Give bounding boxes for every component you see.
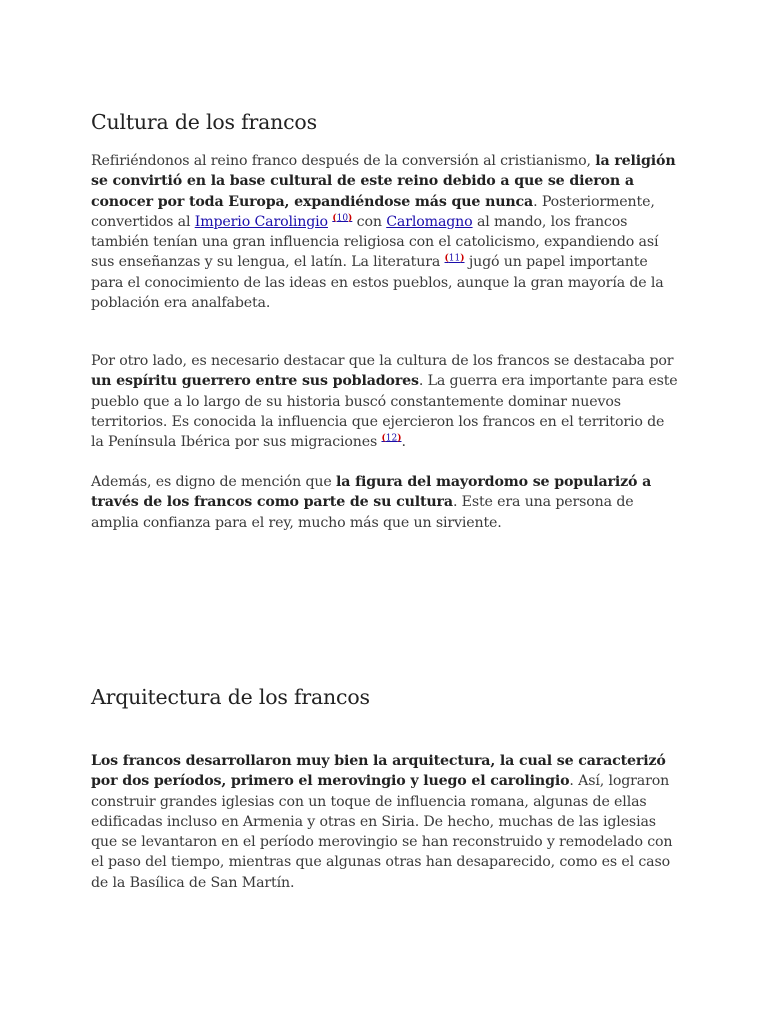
paragraph-cultura-3	[91, 472, 679, 533]
text-run: Por otro lado, es necesario destacar que la cultura de los francos se destacaba por	[91, 353, 674, 369]
citation-open-paren: (	[381, 433, 386, 444]
citation-close-paren: )	[460, 253, 465, 264]
bold-text: la figura del mayordomo se popularizó a través de los francos como parte de su cultura	[91, 474, 652, 511]
citation-open-paren: (	[332, 213, 337, 224]
paragraph-cultura-1	[91, 151, 679, 313]
bold-text: un espíritu guerrero entre sus pobladores	[91, 373, 419, 390]
citation-number: 10	[336, 213, 349, 224]
text-run: jugó un papel importante para el conocimiento de las ideas en estos pueblos, aunque la gran mayoría de la población era analfabeta.	[91, 254, 664, 312]
link-imperio-carolingio[interactable]: Imperio Carolingio	[194, 213, 328, 230]
citation-close-paren: )	[397, 433, 402, 444]
heading-arquitectura: Arquitectura de los francos	[91, 685, 370, 709]
bold-text: la religión se convirtió en la base cultural de este reino debido a que se dieron a conocer por toda Europa, expandiéndose más que nunca	[91, 153, 676, 210]
text-run: . Posteriormente, convertidos al	[91, 193, 655, 230]
paragraph-cultura-2	[91, 351, 679, 452]
citation-11[interactable]	[445, 254, 465, 264]
bold-text: Los francos desarrollaron muy bien la arquitectura, la cual se caracterizó por dos períodos, primero el merovingio y luego el carolingio	[91, 753, 666, 790]
citation-10[interactable]	[332, 213, 352, 223]
heading-cultura: Cultura de los francos	[91, 110, 317, 134]
text-run: Refiriéndonos al reino franco después de la conversión al cristianismo,	[91, 153, 596, 169]
text-run: Además, es digno de mención que	[91, 474, 336, 490]
citation-number: 11	[448, 253, 461, 264]
text-run: .	[401, 434, 406, 451]
link-carlomagno[interactable]: Carlomagno	[386, 213, 473, 230]
citation-close-paren: )	[348, 213, 353, 224]
citation-open-paren: (	[444, 253, 449, 264]
text-run: . Este era una persona de amplia confianza para el rey, mucho más que un sirviente.	[91, 494, 634, 531]
text-run: con	[352, 213, 387, 230]
citation-number: 12	[385, 433, 398, 444]
text-run: al mando, los francos también tenían una gran influencia religiosa con el catolicismo, expandiendo así sus enseñanzas y su lengua, el latín. La literatura	[91, 213, 659, 271]
text-run: . La guerra era importante para este pueblo que a lo largo de su historia buscó constantemente dominar nuevos territorios. Es conocida la influencia que ejercieron los francos en el territorio de la Península Ibérica por sus migraciones	[91, 373, 678, 451]
citation-12[interactable]	[382, 433, 402, 443]
text-run: . Así, lograron construir grandes iglesias con un toque de influencia romana, algunas de ellas edificadas incluso en Armenia y otras en Siria. De hecho, muchas de las iglesias que se levantaron en el período merovingio se han reconstruido y remodelado con el paso del tiempo, mientras que algunas otras han desaparecido, como es el caso de la Basílica de San Martín.	[91, 773, 673, 891]
paragraph-arquitectura-1	[91, 751, 679, 893]
